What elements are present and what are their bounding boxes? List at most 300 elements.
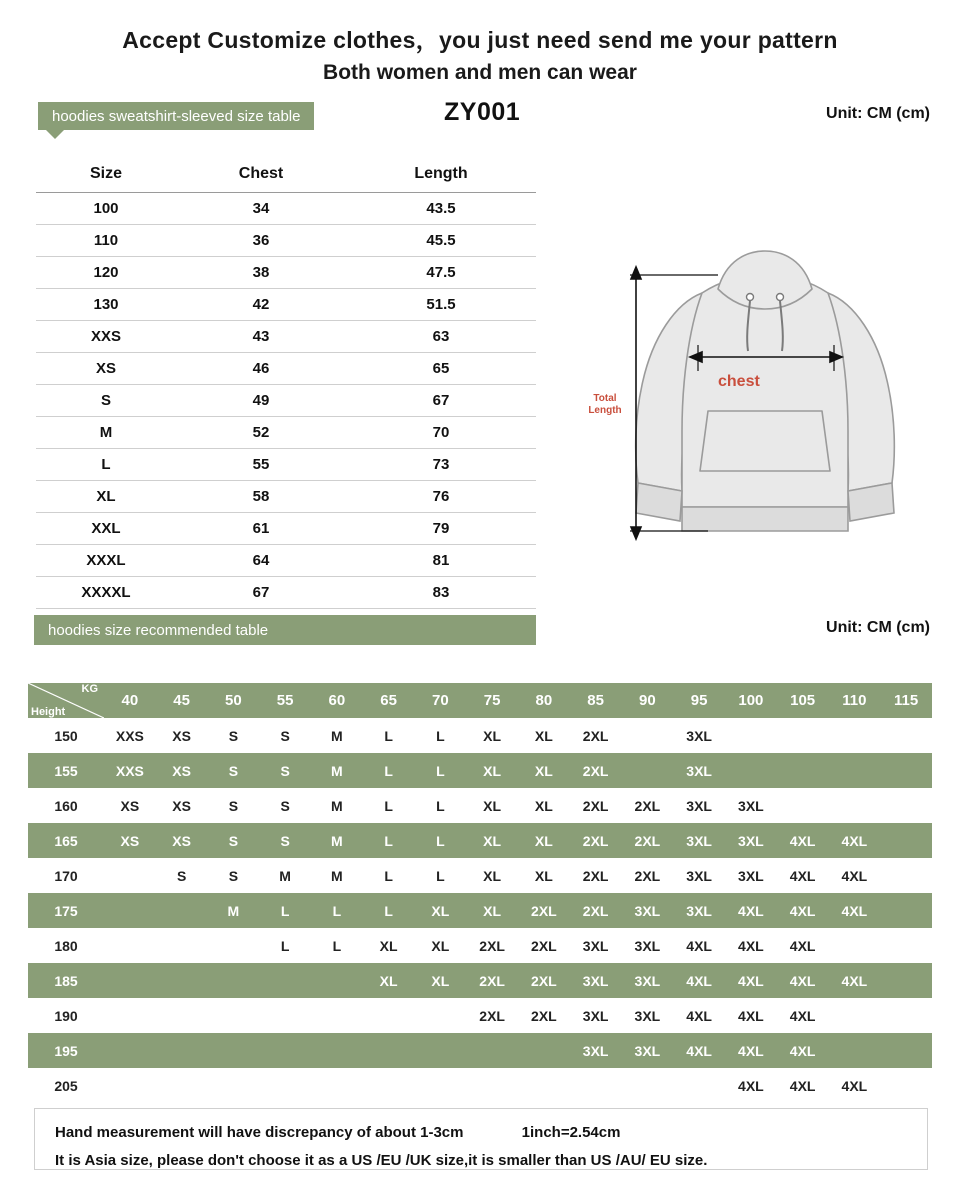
cell-size: XXS <box>36 320 176 352</box>
recommend-banner <box>34 615 536 645</box>
rec-cell: L <box>259 893 311 928</box>
rec-cell <box>156 963 208 998</box>
table-row <box>36 416 536 448</box>
weight-col-header: 45 <box>156 683 208 718</box>
rec-cell: S <box>228 867 239 884</box>
cell-size: 130 <box>36 288 176 320</box>
rec-cell: L <box>415 823 467 858</box>
rec-cell: S <box>208 753 260 788</box>
rec-cell: XL <box>518 823 570 858</box>
rec-cell: 4XL <box>686 937 712 954</box>
rec-cell: S <box>280 797 290 814</box>
rec-cell: 3XL <box>570 963 622 998</box>
rec-cell: 4XL <box>686 1007 712 1024</box>
recommend-banner-label: hoodies size recommended table <box>48 621 269 639</box>
rec-cell: 4XL <box>738 1077 764 1094</box>
table-row <box>36 224 536 256</box>
rec-cell: S <box>259 823 311 858</box>
size-table-col-chest: Chest <box>176 160 346 192</box>
rec-cell <box>311 963 363 998</box>
rec-cell: 2XL <box>622 823 674 858</box>
rec-cell: 2XL <box>518 893 570 928</box>
recommend-row <box>28 893 932 928</box>
rec-cell: 2XL <box>570 823 622 858</box>
rec-cell: 3XL <box>622 1033 674 1068</box>
cell-length: 65 <box>346 352 536 384</box>
cell-length: 70 <box>346 416 536 448</box>
rec-cell <box>208 963 260 998</box>
rec-cell <box>104 893 156 928</box>
cell-length: 47.5 <box>346 256 536 288</box>
rec-cell: XS <box>172 797 191 814</box>
cell-chest: 67 <box>176 576 346 608</box>
rec-cell <box>156 893 208 928</box>
rec-cell <box>829 998 881 1033</box>
rec-cell: 4XL <box>777 963 829 998</box>
rec-cell: 2XL <box>634 797 661 814</box>
weight-col-header: 50 <box>208 683 260 718</box>
rec-cell <box>622 1068 674 1103</box>
rec-cell: 4XL <box>829 823 881 858</box>
cell-length: 67 <box>346 384 536 416</box>
rec-cell <box>880 963 932 998</box>
cell-size: XL <box>36 480 176 512</box>
height-label: 180 <box>54 937 78 954</box>
axis-label-kg: KG <box>81 683 98 695</box>
cell-length: 63 <box>346 320 536 352</box>
cell-length: 79 <box>346 512 536 544</box>
rec-cell <box>311 1033 363 1068</box>
cell-size: L <box>36 448 176 480</box>
rec-cell <box>259 1033 311 1068</box>
rec-cell: 4XL <box>841 1077 868 1094</box>
rec-cell: 2XL <box>570 753 622 788</box>
rec-cell: 4XL <box>841 867 868 884</box>
rec-cell: 4XL <box>789 937 816 954</box>
size-table-banner-row <box>0 98 960 134</box>
rec-cell: 4XL <box>673 963 725 998</box>
rec-cell: XL <box>483 727 502 744</box>
cell-length: 73 <box>346 448 536 480</box>
axis-corner-cell <box>28 683 104 718</box>
rec-cell: XS <box>172 727 191 744</box>
cell-chest: 58 <box>176 480 346 512</box>
height-label: 160 <box>54 797 78 814</box>
rec-cell: L <box>363 893 415 928</box>
table-row <box>36 512 536 544</box>
rec-cell: 2XL <box>582 797 609 814</box>
rec-cell: XL <box>431 937 450 954</box>
total-length-measure-label <box>582 393 628 417</box>
rec-cell <box>622 718 674 753</box>
rec-cell <box>415 1068 467 1103</box>
rec-cell <box>208 998 260 1033</box>
size-recommendation-table <box>28 683 932 1103</box>
height-label: 165 <box>28 823 104 858</box>
size-table-banner <box>38 102 314 130</box>
size-table <box>36 160 536 609</box>
rec-cell: XL <box>466 753 518 788</box>
rec-cell: L <box>384 797 393 814</box>
rec-cell: XXS <box>104 753 156 788</box>
recommend-row <box>28 753 932 788</box>
rec-cell <box>880 928 932 963</box>
rec-cell: S <box>208 823 260 858</box>
cell-size: 110 <box>36 224 176 256</box>
rec-cell: XS <box>156 823 208 858</box>
cell-chest: 49 <box>176 384 346 416</box>
table-row <box>36 192 536 224</box>
rec-cell: XL <box>466 823 518 858</box>
rec-cell <box>311 998 363 1033</box>
rec-cell: 3XL <box>622 963 674 998</box>
rec-cell: 3XL <box>634 1007 661 1024</box>
hoodie-diagram <box>590 245 940 565</box>
rec-cell: 4XL <box>738 1007 764 1024</box>
weight-col-header: 105 <box>777 683 829 718</box>
recommend-row <box>28 998 932 1033</box>
table-row <box>36 576 536 608</box>
rec-cell <box>880 1033 932 1068</box>
rec-cell: XL <box>534 727 553 744</box>
rec-cell: XL <box>518 753 570 788</box>
total-length-line1: Total <box>593 393 617 404</box>
rec-cell: XS <box>156 753 208 788</box>
rec-cell <box>829 788 881 823</box>
rec-cell: 3XL <box>634 937 661 954</box>
weight-col-header: 70 <box>415 683 467 718</box>
page-title: Accept Customize clothes，you just need send me your pattern <box>122 27 838 53</box>
cell-size: XXXL <box>36 544 176 576</box>
rec-cell: 3XL <box>738 867 764 884</box>
rec-cell <box>259 998 311 1033</box>
rec-cell: XS <box>120 797 140 814</box>
rec-cell: M <box>311 823 363 858</box>
rec-cell: L <box>363 753 415 788</box>
recommend-row <box>28 963 932 998</box>
recommend-header-row <box>28 683 932 718</box>
rec-cell <box>259 1068 311 1103</box>
cell-size: XXL <box>36 512 176 544</box>
weight-col-header: 40 <box>104 683 156 718</box>
rec-cell: L <box>436 867 445 884</box>
rec-cell <box>104 1033 156 1068</box>
rec-cell: L <box>415 753 467 788</box>
cell-length: 81 <box>346 544 536 576</box>
rec-cell: L <box>363 823 415 858</box>
rec-cell <box>880 1068 932 1103</box>
rec-cell <box>208 928 260 963</box>
rec-cell: 2XL <box>531 1007 557 1024</box>
page-header <box>0 0 960 88</box>
rec-cell <box>777 753 829 788</box>
rec-cell: 4XL <box>789 1007 816 1024</box>
height-label: 185 <box>28 963 104 998</box>
recommend-row <box>28 1033 932 1068</box>
size-table-banner-label: hoodies sweatshirt-sleeved size table <box>52 107 301 125</box>
rec-cell <box>725 718 777 753</box>
rec-cell: 4XL <box>789 1077 816 1094</box>
rec-cell: 2XL <box>582 867 609 884</box>
rec-cell <box>880 823 932 858</box>
rec-cell: L <box>280 937 290 954</box>
weight-col-header: 85 <box>570 683 622 718</box>
rec-cell: M <box>279 867 291 884</box>
rec-cell: M <box>208 893 260 928</box>
rec-cell: XL <box>415 963 467 998</box>
rec-cell <box>104 998 156 1033</box>
cell-chest: 36 <box>176 224 346 256</box>
axis-label-height: Height <box>31 706 66 718</box>
cell-length: 45.5 <box>346 224 536 256</box>
rec-cell <box>104 963 156 998</box>
cell-chest: 38 <box>176 256 346 288</box>
rec-cell: 3XL <box>686 867 712 884</box>
size-table-col-size: Size <box>36 160 176 192</box>
table-row <box>36 352 536 384</box>
rec-cell: XL <box>415 893 467 928</box>
note-discrepancy-text: Hand measurement will have discrepancy of about 1-3cm <box>55 1124 464 1141</box>
cell-size: M <box>36 416 176 448</box>
rec-cell <box>104 858 156 893</box>
measurement-note <box>34 1108 928 1170</box>
rec-cell: 2XL <box>634 867 661 884</box>
rec-cell: 4XL <box>738 937 764 954</box>
rec-cell: L <box>311 893 363 928</box>
rec-cell: 3XL <box>686 797 712 814</box>
table-row <box>36 320 536 352</box>
rec-cell: XL <box>483 867 502 884</box>
rec-cell <box>208 1033 260 1068</box>
rec-cell: 2XL <box>570 893 622 928</box>
model-code: ZY001 <box>444 98 521 126</box>
chest-measure-label: chest <box>718 373 760 390</box>
rec-cell <box>104 1068 156 1103</box>
rec-cell: S <box>228 727 239 744</box>
height-label: 175 <box>28 893 104 928</box>
rec-cell <box>363 1068 415 1103</box>
cell-chest: 46 <box>176 352 346 384</box>
rec-cell <box>156 928 208 963</box>
hoodie-illustration-svg <box>590 245 940 565</box>
cell-chest: 64 <box>176 544 346 576</box>
rec-cell: 4XL <box>777 823 829 858</box>
rec-cell: L <box>332 937 342 954</box>
rec-cell: 3XL <box>570 1033 622 1068</box>
rec-cell <box>725 753 777 788</box>
size-table-col-length: Length <box>346 160 536 192</box>
page-subtitle: Both women and men can wear <box>323 61 637 84</box>
table-row <box>36 256 536 288</box>
rec-cell: 2XL <box>479 1007 505 1024</box>
weight-col-header: 100 <box>725 683 777 718</box>
recommend-row <box>28 1068 932 1103</box>
rec-cell: 4XL <box>725 963 777 998</box>
rec-cell: S <box>176 867 187 884</box>
cell-chest: 43 <box>176 320 346 352</box>
note-line-1 <box>55 1119 907 1147</box>
recommend-row <box>28 858 932 893</box>
rec-cell: L <box>384 727 393 744</box>
rec-cell <box>880 858 932 893</box>
rec-cell: 3XL <box>582 1007 609 1024</box>
rec-cell: XL <box>483 797 502 814</box>
rec-cell <box>777 788 829 823</box>
rec-cell: M <box>331 867 343 884</box>
total-length-line2: Length <box>588 405 622 416</box>
rec-cell: 3XL <box>622 893 674 928</box>
weight-col-header: 60 <box>311 683 363 718</box>
cell-size: XXXXL <box>36 576 176 608</box>
cell-chest: 52 <box>176 416 346 448</box>
rec-cell: 4XL <box>777 893 829 928</box>
rec-cell: 4XL <box>829 963 881 998</box>
rec-cell: 4XL <box>789 867 816 884</box>
cell-chest: 42 <box>176 288 346 320</box>
rec-cell <box>104 928 156 963</box>
weight-col-header: 65 <box>363 683 415 718</box>
rec-cell: 4XL <box>725 1033 777 1068</box>
rec-cell: 2XL <box>582 727 609 744</box>
cell-chest: 55 <box>176 448 346 480</box>
rec-cell: 3XL <box>673 893 725 928</box>
rec-cell: 4XL <box>725 893 777 928</box>
height-label: 155 <box>28 753 104 788</box>
rec-cell <box>622 753 674 788</box>
rec-cell: 3XL <box>673 753 725 788</box>
table-row <box>36 288 536 320</box>
height-label: 190 <box>54 1007 78 1024</box>
rec-cell: XS <box>104 823 156 858</box>
rec-cell <box>208 1068 260 1103</box>
table-row <box>36 480 536 512</box>
rec-cell: 2XL <box>466 963 518 998</box>
height-label: 150 <box>54 727 78 744</box>
rec-cell <box>363 1033 415 1068</box>
rec-cell <box>829 753 881 788</box>
rec-cell: XL <box>534 867 553 884</box>
rec-cell: M <box>331 797 343 814</box>
rec-cell <box>829 1033 881 1068</box>
rec-cell <box>880 753 932 788</box>
rec-cell <box>363 998 415 1033</box>
rec-cell <box>259 963 311 998</box>
rec-cell: XL <box>534 797 553 814</box>
cell-chest: 34 <box>176 192 346 224</box>
rec-cell <box>156 1033 208 1068</box>
rec-cell: 3XL <box>582 937 609 954</box>
rec-cell <box>156 998 208 1033</box>
height-label: 195 <box>28 1033 104 1068</box>
rec-cell <box>880 788 932 823</box>
rec-cell <box>311 1068 363 1103</box>
rec-cell <box>466 1033 518 1068</box>
rec-cell: S <box>259 753 311 788</box>
rec-cell <box>415 998 467 1033</box>
table-row <box>36 384 536 416</box>
rec-cell <box>673 1068 725 1103</box>
rec-cell: 3XL <box>686 727 712 744</box>
recommend-banner-row <box>0 615 960 649</box>
recommend-row <box>28 718 932 753</box>
rec-cell: XXS <box>115 727 144 744</box>
note-inch-conversion: 1inch=2.54cm <box>521 1124 621 1141</box>
cell-size: 120 <box>36 256 176 288</box>
weight-col-header: 95 <box>673 683 725 718</box>
rec-cell: M <box>311 753 363 788</box>
rec-cell: 4XL <box>829 893 881 928</box>
note-line-2: It is Asia size, please don't choose it as a US /EU /UK size,it is smaller than US /AU/ EU size. <box>55 1152 708 1169</box>
cell-length: 43.5 <box>346 192 536 224</box>
rec-cell <box>518 1068 570 1103</box>
weight-col-header: 90 <box>622 683 674 718</box>
rec-cell: 2XL <box>518 963 570 998</box>
recommend-row <box>28 823 932 858</box>
rec-cell: 4XL <box>777 1033 829 1068</box>
rec-cell <box>570 1068 622 1103</box>
rec-cell: 3XL <box>673 823 725 858</box>
rec-cell <box>466 1068 518 1103</box>
size-table-header-row <box>36 160 536 192</box>
recommend-row <box>28 788 932 823</box>
rec-cell: XL <box>466 893 518 928</box>
cell-length: 76 <box>346 480 536 512</box>
table-row <box>36 544 536 576</box>
cell-size: S <box>36 384 176 416</box>
rec-cell: L <box>384 867 393 884</box>
rec-cell: 4XL <box>673 1033 725 1068</box>
cell-size: 100 <box>36 192 176 224</box>
rec-cell: XL <box>363 963 415 998</box>
rec-cell: 2XL <box>531 937 557 954</box>
height-label: 205 <box>54 1077 78 1094</box>
rec-cell <box>415 1033 467 1068</box>
rec-cell: L <box>436 727 445 744</box>
unit-label-bottom: Unit: CM (cm) <box>826 619 930 636</box>
rec-cell <box>880 893 932 928</box>
cell-size: XS <box>36 352 176 384</box>
rec-cell: XL <box>379 937 398 954</box>
table-row <box>36 448 536 480</box>
weight-col-header: 110 <box>829 683 881 718</box>
weight-col-header: 80 <box>518 683 570 718</box>
height-label: 170 <box>54 867 78 884</box>
rec-cell: 2XL <box>479 937 505 954</box>
unit-label-top: Unit: CM (cm) <box>826 105 930 122</box>
rec-cell <box>518 1033 570 1068</box>
banner-notch <box>46 130 64 139</box>
cell-length: 51.5 <box>346 288 536 320</box>
weight-col-header: 115 <box>880 683 932 718</box>
weight-col-header: 75 <box>466 683 518 718</box>
rec-cell <box>829 718 881 753</box>
recommend-row <box>28 928 932 963</box>
rec-cell <box>880 718 932 753</box>
rec-cell: 3XL <box>725 823 777 858</box>
rec-cell <box>777 718 829 753</box>
weight-col-header: 55 <box>259 683 311 718</box>
rec-cell: S <box>228 797 239 814</box>
rec-cell <box>156 1068 208 1103</box>
rec-cell <box>880 998 932 1033</box>
rec-cell: S <box>280 727 290 744</box>
cell-length: 83 <box>346 576 536 608</box>
rec-cell: 3XL <box>738 797 764 814</box>
rec-cell <box>829 928 881 963</box>
rec-cell: M <box>331 727 343 744</box>
rec-cell: L <box>436 797 445 814</box>
cell-chest: 61 <box>176 512 346 544</box>
